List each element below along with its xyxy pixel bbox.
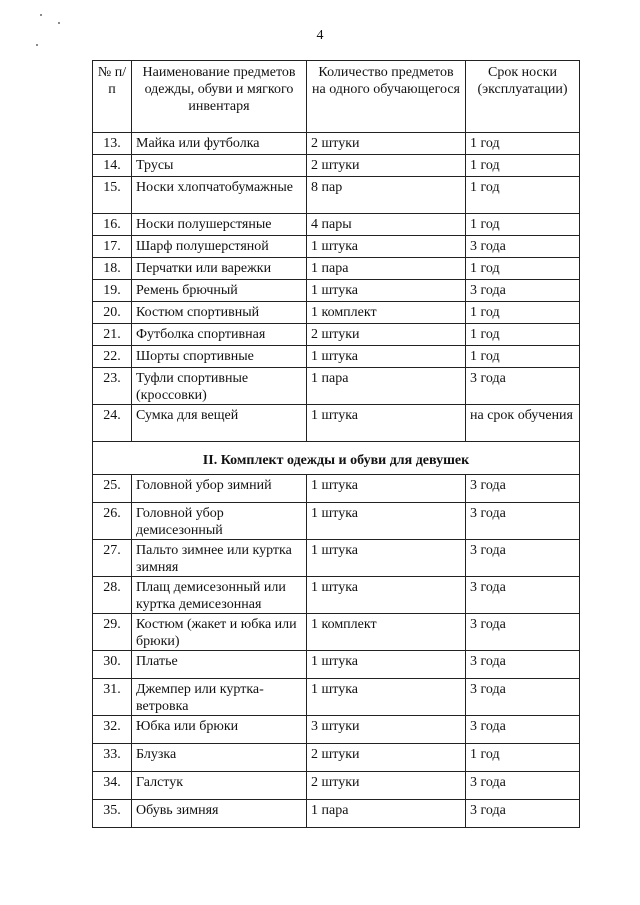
- table-body-b: [93, 475, 580, 828]
- cell-qty: 1 штука: [307, 280, 466, 302]
- table-row: [93, 651, 580, 679]
- table-row: [93, 302, 580, 324]
- table-row: [93, 258, 580, 280]
- cell-term: 1 год: [466, 214, 580, 236]
- clothing-norms-table: [92, 60, 580, 828]
- cell-name: Костюм спортивный: [132, 302, 307, 324]
- cell-qty: 2 штуки: [307, 744, 466, 772]
- cell-term: 3 года: [466, 540, 580, 577]
- table-row: [93, 405, 580, 442]
- cell-name: Носки хлопчатобумажные: [132, 177, 307, 214]
- cell-num: 26.: [93, 503, 132, 540]
- cell-name: Головной убор демисезонный: [132, 503, 307, 540]
- header-name: Наименование предметов одежды, обуви и мягкого инвентаря: [132, 61, 307, 133]
- cell-num: 35.: [93, 800, 132, 828]
- cell-term: 3 года: [466, 679, 580, 716]
- cell-term: 1 год: [466, 302, 580, 324]
- table-row: [93, 800, 580, 828]
- cell-term: 3 года: [466, 368, 580, 405]
- cell-qty: 1 штука: [307, 651, 466, 679]
- cell-term: 1 год: [466, 258, 580, 280]
- scan-speck: [36, 44, 38, 46]
- cell-name: Ремень брючный: [132, 280, 307, 302]
- cell-name: Юбка или брюки: [132, 716, 307, 744]
- table-row: [93, 540, 580, 577]
- cell-name: Плащ демисезонный или куртка демисезонная: [132, 577, 307, 614]
- cell-term: 3 года: [466, 475, 580, 503]
- header-term: Срок носки (эксплуатации): [466, 61, 580, 133]
- table-row: [93, 772, 580, 800]
- cell-name: Платье: [132, 651, 307, 679]
- cell-name: Шорты спортивные: [132, 346, 307, 368]
- cell-qty: 3 штуки: [307, 716, 466, 744]
- cell-qty: 1 комплект: [307, 614, 466, 651]
- cell-num: 18.: [93, 258, 132, 280]
- cell-qty: 1 штука: [307, 679, 466, 716]
- section-title: II. Комплект одежды и обуви для девушек: [93, 442, 580, 475]
- cell-name: Трусы: [132, 155, 307, 177]
- cell-term: 1 год: [466, 324, 580, 346]
- cell-name: Блузка: [132, 744, 307, 772]
- cell-num: 29.: [93, 614, 132, 651]
- cell-num: 13.: [93, 133, 132, 155]
- cell-name: Шарф полушерстяной: [132, 236, 307, 258]
- cell-num: 30.: [93, 651, 132, 679]
- cell-term: 3 года: [466, 503, 580, 540]
- cell-name: Костюм (жакет и юбка или брюки): [132, 614, 307, 651]
- table-row: [93, 744, 580, 772]
- cell-num: 20.: [93, 302, 132, 324]
- cell-num: 28.: [93, 577, 132, 614]
- cell-name: Галстук: [132, 772, 307, 800]
- cell-term: 1 год: [466, 346, 580, 368]
- cell-name: Носки полушерстяные: [132, 214, 307, 236]
- cell-qty: 2 штуки: [307, 772, 466, 800]
- table-row: [93, 133, 580, 155]
- table-row: [93, 155, 580, 177]
- header-num: № п/п: [93, 61, 132, 133]
- table-row: [93, 679, 580, 716]
- cell-qty: 4 пары: [307, 214, 466, 236]
- cell-term: 1 год: [466, 744, 580, 772]
- scan-speck: [40, 14, 42, 16]
- cell-qty: 2 штуки: [307, 133, 466, 155]
- cell-num: 33.: [93, 744, 132, 772]
- table-row: [93, 177, 580, 214]
- table-row: [93, 324, 580, 346]
- cell-name: Футболка спортивная: [132, 324, 307, 346]
- cell-name: Сумка для вещей: [132, 405, 307, 442]
- cell-name: Пальто зимнее или куртка зимняя: [132, 540, 307, 577]
- cell-qty: 1 штука: [307, 503, 466, 540]
- cell-num: 21.: [93, 324, 132, 346]
- cell-term: 3 года: [466, 236, 580, 258]
- cell-qty: 1 штука: [307, 236, 466, 258]
- cell-num: 31.: [93, 679, 132, 716]
- cell-term: 3 года: [466, 716, 580, 744]
- cell-name: Головной убор зимний: [132, 475, 307, 503]
- cell-num: 15.: [93, 177, 132, 214]
- cell-term: 3 года: [466, 800, 580, 828]
- cell-name: Туфли спортивные (кроссовки): [132, 368, 307, 405]
- cell-term: 1 год: [466, 133, 580, 155]
- cell-num: 25.: [93, 475, 132, 503]
- table-row: [93, 368, 580, 405]
- table-row: [93, 503, 580, 540]
- cell-num: 34.: [93, 772, 132, 800]
- table-row: [93, 280, 580, 302]
- table-row: [93, 236, 580, 258]
- cell-term: 1 год: [466, 155, 580, 177]
- scan-speck: [58, 22, 60, 24]
- cell-qty: 8 пар: [307, 177, 466, 214]
- cell-num: 14.: [93, 155, 132, 177]
- cell-num: 27.: [93, 540, 132, 577]
- table-body-a: [93, 133, 580, 442]
- cell-num: 22.: [93, 346, 132, 368]
- table-row: [93, 614, 580, 651]
- cell-qty: 1 штука: [307, 577, 466, 614]
- cell-num: 24.: [93, 405, 132, 442]
- cell-num: 17.: [93, 236, 132, 258]
- cell-qty: 1 штука: [307, 405, 466, 442]
- cell-qty: 2 штуки: [307, 324, 466, 346]
- table-row: [93, 214, 580, 236]
- cell-qty: 1 штука: [307, 475, 466, 503]
- cell-qty: 1 штука: [307, 540, 466, 577]
- cell-qty: 1 комплект: [307, 302, 466, 324]
- cell-term: 3 года: [466, 772, 580, 800]
- cell-qty: 1 пара: [307, 800, 466, 828]
- cell-num: 32.: [93, 716, 132, 744]
- cell-name: Перчатки или варежки: [132, 258, 307, 280]
- table-header-row: [93, 61, 580, 133]
- cell-term: 3 года: [466, 577, 580, 614]
- cell-name: Майка или футболка: [132, 133, 307, 155]
- table-row: [93, 475, 580, 503]
- page-number: 4: [316, 28, 324, 43]
- cell-qty: 1 пара: [307, 258, 466, 280]
- cell-num: 19.: [93, 280, 132, 302]
- header-qty: Количество предметов на одного обучающегося: [307, 61, 466, 133]
- cell-qty: 1 штука: [307, 346, 466, 368]
- cell-qty: 1 пара: [307, 368, 466, 405]
- cell-term: 3 года: [466, 614, 580, 651]
- cell-qty: 2 штуки: [307, 155, 466, 177]
- cell-name: Обувь зимняя: [132, 800, 307, 828]
- section-row: [93, 442, 580, 475]
- cell-name: Джемпер или куртка-ветровка: [132, 679, 307, 716]
- cell-num: 16.: [93, 214, 132, 236]
- cell-term: на срок обучения: [466, 405, 580, 442]
- cell-term: 3 года: [466, 280, 580, 302]
- table-row: [93, 577, 580, 614]
- table-row: [93, 346, 580, 368]
- table-row: [93, 716, 580, 744]
- cell-num: 23.: [93, 368, 132, 405]
- table-section: [93, 442, 580, 475]
- cell-term: 1 год: [466, 177, 580, 214]
- cell-term: 3 года: [466, 651, 580, 679]
